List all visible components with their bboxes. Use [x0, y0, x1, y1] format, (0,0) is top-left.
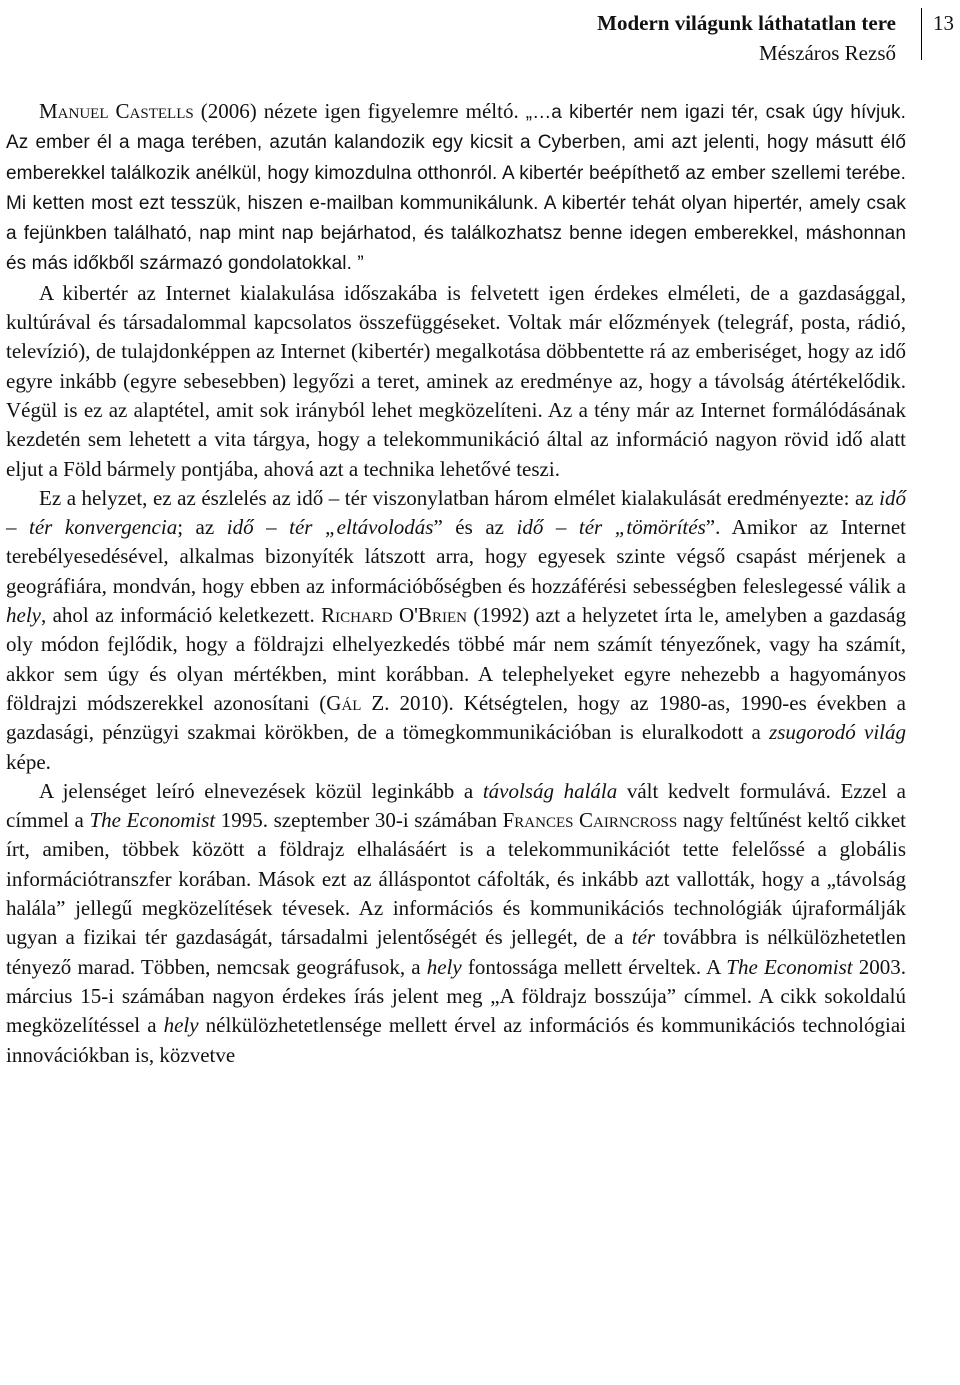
emphasis: távolság halála — [482, 778, 618, 803]
author-reference: Gál Z. — [326, 690, 390, 715]
text-run: ”. Amikor az Internet terebélyesedésével, alkalmas bizonyíték látszott arra, hogy egyesek szinte végső csapást mérjenek a geográfiára, mondván, hogy ebben az információbőségben és hozzáférési sebességben feleslegessé válik a — [6, 515, 906, 598]
text-run: ” és az — [433, 515, 517, 540]
paragraph-2: A kibertér az Internet kialakulása időszakába is felvetett igen érdekes elméleti, de a gazdasággal, kultúrával és társadalommal kapcsolatos összefüggéseket. Voltak már előzmények (telegráf, posta, rádió, televízió), de tulajdonképpen az Internet (kibertér) megalkotása döbbentette rá az emberiséget, hogy az idő egyre inkább (egyre sebesebben) legyőzi a teret, aminek az eredménye az, hogy a távolság átértékelődik. Végül is ez az alaptétel, amit sok irányból lehet megközelíteni. Az a tény már az Internet formálódásának kezdetén sem lehetett a vita tárgya, hogy a telekommunikáció által az információ nagyon rövid idő alatt eljut a Föld bármely pontjába, ahová azt a technika lehetővé teszi. — [6, 280, 906, 481]
author-reference: Richard O'Brien — [321, 603, 467, 628]
author-name: Mészáros Rezső — [758, 41, 896, 65]
text-run: 1995. szeptember 30-i számában — [215, 808, 503, 833]
author-reference: Frances Cairncross — [502, 808, 678, 833]
header-divider — [921, 8, 922, 60]
emphasis: zsugorodó világ — [769, 720, 906, 745]
paragraph-3 — [6, 484, 906, 777]
text-run: 2003. március 15-i számában nagyon érdekes írás jelent meg „A földrajz bosszúja” címmel. A cikk sokoldalú megközelítéssel a — [6, 954, 907, 1038]
emphasis: idő – tér konvergencia — [6, 485, 906, 540]
text-run: vált kedvelt formulává. Ezzel a címmel a — [6, 778, 906, 833]
text-run: képe. — [6, 749, 51, 774]
emphasis: The Economist — [89, 808, 216, 833]
paragraph-1 — [6, 97, 906, 279]
text-run: nélkülözhetetlensége mellett érvel az információs és kommunikációs technológiai innovációkban is, közvetve — [6, 1013, 906, 1067]
text-run: (1992) azt a helyzetet írta le, amelyben a gazdaság oly módon fejlődik, hogy a földrajzi elhelyezkedés többé már nem számít tényezőnek, vagy ha számít, akkor sem úgy és olyan mértékben, mint korábban. A telephelyeket egyre nehezebb a hagyományos földrajzi módszerekkel azonosítani ( — [6, 603, 906, 715]
paragraph-4 — [6, 777, 906, 1070]
body-text — [6, 97, 906, 1070]
header-titles — [597, 8, 896, 68]
book-title: Modern világunk láthatatlan tere — [597, 11, 896, 35]
text-run: A jelenséget leíró elnevezések közül leginkább a — [39, 778, 483, 803]
text-run: nagy feltűnést keltő cikket írt, amiben, többek között a földrajz elhalásáért is a telekommunikációt tette felelőssé a globális információtranszfer korában. Mások ezt az álláspontot cáfolták, és inkább azt vallották, hogy a „távolság halála” jellegű megközelítések tévesek. Az információs és kommunikációs technológiák újraformálják ugyan a fizikai tér gazdaságát, társadalmi jelentőségét és jellegét, de a — [6, 808, 906, 950]
running-header — [0, 6, 960, 64]
emphasis: idő – tér „tömörítés — [516, 515, 706, 540]
emphasis: The Economist — [726, 954, 853, 979]
text-run: fontossága mellett érveltek. A — [461, 954, 727, 979]
emphasis: hely — [426, 954, 462, 979]
text-run: 2010). Kétségtelen, hogy az 1980-as, 1990-es években a gazdasági, pénzügyi szakmai körökben, de a tömegkommunikációban is eluralkodott a — [6, 690, 906, 745]
text-run: (2006) nézete igen figyelemre méltó. — [193, 99, 526, 123]
author-reference: Manuel Castells — [39, 99, 194, 123]
text-run: , ahol az információ keletkezett. — [40, 603, 322, 628]
block-quote: „…a kibertér nem igazi tér, csak úgy hívjuk. Az ember él a maga terében, azután kalandozik egy kicsit a Cyberben, ami azt jelenti, hogy másutt élő emberekkel találkozik anélkül, hogy kimozdulna otthonról. A kibertér beépíthető az ember szellemi terébe. Mi ketten most ezt tesszük, hiszen e-mailban kommunikálunk. A kibertér tehát olyan hipertér, amely csak a fejünkben található, nap mint nap bejárhatod, és találkozhatsz benne idegen emberekkel, máshonnan és más időkből származó gondolatokkal. ” — [6, 102, 906, 275]
page-number: 13 — [933, 11, 954, 35]
emphasis: hely — [163, 1013, 199, 1038]
text-run: ; az — [177, 515, 227, 540]
emphasis: idő – tér „eltávolodás — [226, 515, 434, 540]
text-run: továbbra is nélkülözhetetlen tényező marad. Többen, nemcsak geográfusok, a — [6, 925, 906, 979]
emphasis: hely — [6, 603, 41, 628]
text-run: Ez a helyzet, ez az észlelés az idő – tér viszonylatban három elmélet kialakulását eredményezte: az — [39, 485, 880, 510]
emphasis: tér — [631, 925, 656, 950]
